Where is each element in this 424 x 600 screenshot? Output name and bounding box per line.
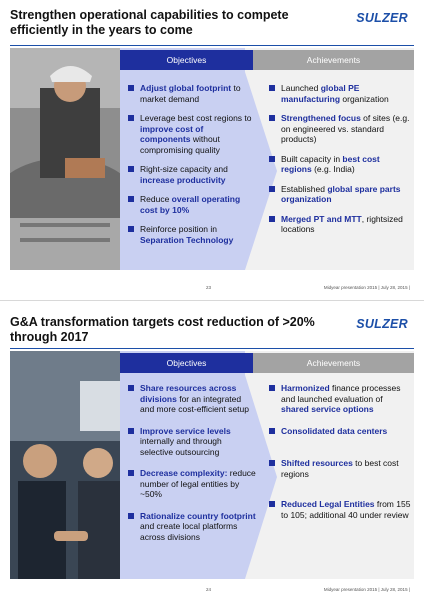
highlight-text: global spare parts organization <box>281 183 401 204</box>
bullet-item <box>269 499 411 520</box>
body-text: organization <box>340 93 389 104</box>
achievements-header: Achievements <box>253 353 414 373</box>
bullet-item <box>128 194 256 215</box>
highlight-text: Separation Technology <box>140 234 234 245</box>
body-text: Built capacity in <box>281 153 343 164</box>
highlight-text: Consolidated data centers <box>281 425 388 436</box>
bullet-item <box>128 83 256 104</box>
bullet-item <box>269 113 411 145</box>
highlight-text: global PE manufacturing <box>281 83 360 104</box>
highlight-text: Decrease complexity: <box>140 468 228 478</box>
highlight-text: Adjust global footprint <box>140 83 232 93</box>
objectives-list <box>128 83 256 245</box>
body-text: of sites (e.g. on engineered vs. standard products) <box>281 113 410 144</box>
bullet-item <box>269 83 411 104</box>
body-text: from 155 to 105; additional 40 under review <box>281 499 411 520</box>
achievements-list <box>269 383 411 520</box>
handshake-photo <box>10 351 120 579</box>
body-text: and create local platforms across divisions <box>140 521 238 542</box>
bullet-item <box>128 383 256 415</box>
objectives-header: Objectives <box>120 353 253 373</box>
achievements-list <box>269 83 411 235</box>
highlight-text: shared service options <box>281 404 374 414</box>
body-text: Launched <box>281 83 321 93</box>
sulzer-logo: SULZER <box>356 11 408 25</box>
bullet-item <box>269 426 411 437</box>
title-divider <box>10 45 414 46</box>
bullet-item <box>269 154 411 175</box>
title-divider <box>10 348 414 349</box>
bullet-item <box>128 511 256 543</box>
body-text: Right-size capacity and <box>140 164 228 174</box>
bullet-item <box>128 164 256 185</box>
body-text: to best cost regions <box>281 458 399 479</box>
body-text: (e.g. India) <box>311 164 355 174</box>
achievements-header: Achievements <box>253 50 414 70</box>
body-text: , rightsized locations <box>281 213 403 234</box>
highlight-text: best cost regions <box>281 153 380 174</box>
body-text: Leverage best cost regions to <box>140 113 252 123</box>
footer-text: Midyear presentation 2015 | July 28, 2015 | <box>323 285 410 290</box>
slide-title: G&A transformation targets cost reduction of >20% through 2017 <box>10 315 315 344</box>
body-text: for an integrated and more cost-efficient setup <box>140 393 249 414</box>
highlight-text: overall operating cost by 10% <box>140 194 241 215</box>
slide-24 <box>0 300 424 600</box>
bullet-item <box>128 113 256 155</box>
sulzer-logo: SULZER <box>356 317 408 331</box>
body-text: Reinforce position in <box>140 224 218 234</box>
bullet-item <box>269 214 411 235</box>
highlight-text: increase productivity <box>140 174 226 185</box>
footer-text: Midyear presentation 2015 | July 28, 2015 | <box>323 587 410 592</box>
bullet-item <box>128 468 256 500</box>
bullet-item <box>128 426 256 458</box>
highlight-text: Reduced Legal Entities <box>281 499 375 509</box>
bullet-item <box>269 184 411 205</box>
highlight-text: Strengthened focus <box>281 113 361 123</box>
highlight-text: Rationalize country footprint <box>140 510 256 521</box>
worker-photo <box>10 48 120 270</box>
bullet-item <box>269 383 411 415</box>
body-text: Reduce <box>140 194 172 204</box>
highlight-text: Harmonized <box>281 383 330 393</box>
body-text: Established <box>281 183 328 194</box>
highlight-text: Improve service levels <box>140 425 231 436</box>
body-text: internally and through selective outsourcing <box>140 436 222 457</box>
objectives-list <box>128 383 256 542</box>
highlight-text: Share resources across divisions <box>140 383 237 404</box>
body-text: to market demand <box>140 83 241 104</box>
bullet-item <box>269 458 411 479</box>
bullet-item <box>128 224 256 245</box>
body-text: without compromising quality <box>140 134 220 155</box>
highlight-text: improve cost of components <box>140 123 204 144</box>
highlight-text: Merged PT and MTT <box>281 213 362 224</box>
body-text: finance processes and launched evaluation of <box>281 383 401 404</box>
objectives-header: Objectives <box>120 50 253 70</box>
page-number: 24 <box>206 587 212 592</box>
highlight-text: Shifted resources <box>281 458 353 468</box>
slide-title: Strengthen operational capabilities to compete efficiently in the years to come <box>10 8 289 37</box>
page-number: 23 <box>206 285 212 290</box>
body-text: reduce number of legal entities by ~50% <box>140 468 256 499</box>
